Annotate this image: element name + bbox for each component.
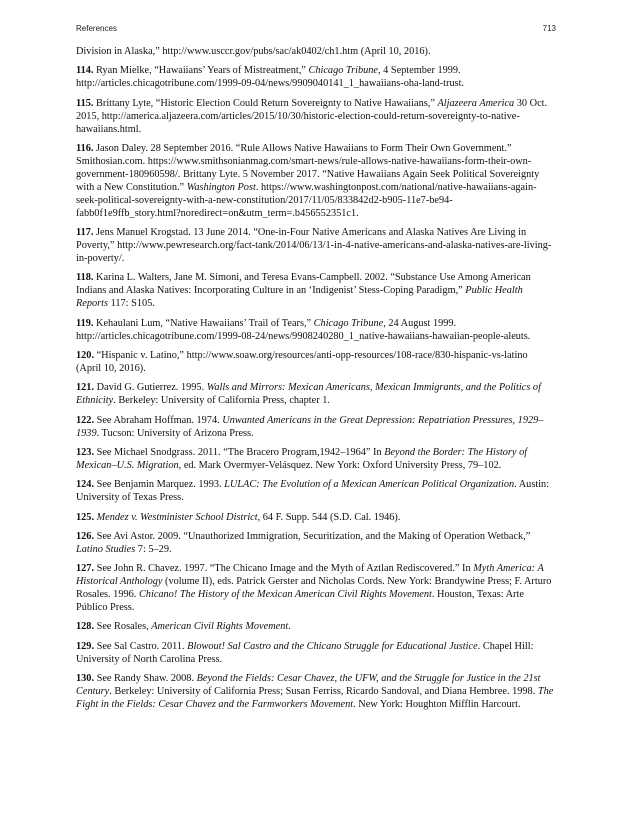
- endnote-entry: [76, 97, 554, 136]
- endnote-text: . Tucson: University of Arizona Press.: [96, 427, 254, 439]
- endnote-italic-title: Latino Studies: [76, 543, 136, 555]
- endnote-text: . Austin: University of Texas Press.: [76, 479, 550, 504]
- page-number: 713: [542, 24, 556, 33]
- endnote-number: 123.: [76, 446, 95, 458]
- endnote-italic-title: Beyond the Fields: Cesar Chavez, the UFW, and the Struggle for Justice in the 21st Century: [76, 673, 541, 698]
- endnote-italic-title: Mendez v. Westminister School District: [96, 511, 258, 523]
- endnote-number: 115.: [76, 97, 94, 109]
- endnote-text: . Berkeley: University of California Press, chapter 1.: [113, 395, 330, 407]
- endnote-entry: [76, 317, 554, 343]
- endnote-entry: [76, 414, 554, 440]
- endnote-text: , 24 August 1999. http://articles.chicagotribune.com/1999-08-24/news/9908240280_1_native-hawaiians-hawaiian-people-aleuts.: [76, 317, 531, 342]
- endnote-entry: [76, 349, 554, 375]
- endnotes-list: [76, 45, 554, 717]
- endnote-number: 118.: [76, 272, 94, 284]
- endnote-number: 114.: [76, 65, 94, 77]
- endnote-text: “Hispanic v. Latino,” http://www.soaw.org/resources/anti-opp-resources/108-race/830-hispanic-vs-latino (April 10, 2016).: [76, 350, 528, 375]
- endnote-text: Kehaulani Lum, “Native Hawaiians’ Trail of Tears,”: [93, 317, 314, 329]
- endnote-entry: [76, 64, 554, 90]
- endnote-text: (volume II), eds. Patrick Gerster and Nicholas Cords. New York: Brandywine Press; F. Arturo Rosales. 1996.: [76, 576, 552, 601]
- endnote-text: 7: 5–29.: [135, 543, 172, 555]
- endnote-italic-title: Myth America: A Historical Anthology: [76, 563, 544, 588]
- endnote-text: . Houston, Texas: Arte Público Press.: [76, 589, 524, 614]
- endnote-italic-title: LULAC: The Evolution of a Mexican American Political Organization: [224, 479, 515, 491]
- endnote-text: Ryan Mielke, “Hawaiians’ Years of Mistreatment,”: [93, 65, 309, 77]
- endnote-text: , ed. Mark Overmyer-Velásquez. New York: Oxford University Press, 79–102.: [178, 459, 502, 471]
- endnote-entry: [76, 640, 554, 666]
- endnote-entry: [76, 271, 554, 310]
- endnote-italic-title: Beyond the Border: The History of Mexican–U.S. Migration: [76, 446, 528, 471]
- endnote-italic-title: Washington Post: [186, 181, 256, 193]
- endnote-number: 125.: [76, 511, 95, 523]
- endnote-text: 117: S105.: [108, 298, 155, 310]
- endnote-entry: [76, 45, 554, 58]
- endnote-italic-title: Aljazeera America: [437, 97, 515, 109]
- endnote-text: 30 Oct. 2015, http://america.aljazeera.com/articles/2015/10/30/historic-election-could-return-sovereignty-to-native-hawaiians.html.: [76, 97, 548, 135]
- endnote-text: , 4 September 1999. http://articles.chicagotribune.com/1999-09-04/news/9909040141_1_hawaiians-oha-land-trust.: [76, 65, 465, 90]
- endnote-number: 116.: [76, 142, 94, 154]
- endnote-number: 120.: [76, 350, 95, 362]
- endnote-number: 119.: [76, 317, 94, 329]
- endnote-text: . New York: Houghton Mifflin Harcourt.: [353, 699, 521, 711]
- endnote-text: See Rosales,: [94, 621, 152, 633]
- endnote-text: Brittany Lyte, “Historic Election Could Return Sovereignty to Native Hawaiians,”: [93, 97, 438, 109]
- running-header: [76, 24, 556, 38]
- endnote-number: 121.: [76, 382, 95, 394]
- endnote-number: 129.: [76, 640, 95, 652]
- endnote-italic-title: American Civil Rights Movement: [151, 621, 289, 633]
- endnote-text: See Michael Snodgrass. 2011. “The Bracero Program,1942–1964” In: [94, 446, 385, 458]
- endnote-number: 124.: [76, 479, 95, 491]
- endnote-italic-title: Walls and Mirrors: Mexican Americans, Mexican Immigrants, and the Politics of Ethnicity: [76, 382, 541, 407]
- endnote-entry: [76, 142, 554, 220]
- endnote-italic-title: The Fight in the Fields: Cesar Chavez and the Farmworkers Movement: [76, 686, 554, 711]
- endnote-text: Jason Daley. 28 September 2016. “Rule Allows Native Hawaiians to Form Their Own Government.” Smithosian.com. https://www.smithsonianmag.com/smart-news/rule-allows-native-hawaiians-form-their-own-government-180960598/. Brittany Lyte. 5 November 2017. “Native Hawaiians Again Seek Political Sovereignty with a New Constitution.”: [76, 142, 540, 193]
- endnote-entry: [76, 446, 554, 472]
- endnote-text: .: [288, 621, 291, 633]
- endnote-text: Karina L. Walters, Jane M. Simoni, and Teresa Evans-Campbell. 2002. “Substance Use Among American Indians and Alaska Natives: Incorporating Culture in an ‘Indigenist’ Stess-Coping Paradigm,”: [76, 272, 531, 297]
- endnote-number: 122.: [76, 414, 95, 426]
- section-title: References: [76, 24, 117, 33]
- endnote-entry: [76, 226, 554, 265]
- endnote-text: David G. Gutierrez. 1995.: [94, 382, 207, 394]
- endnote-italic-title: Chicano! The History of the Mexican American Civil Rights Movement: [138, 589, 432, 601]
- endnote-text: . Berkeley: University of California Press; Susan Ferriss, Ricardo Sandoval, and Diana Hembree. 1998.: [109, 686, 538, 698]
- endnote-entry: [76, 620, 554, 633]
- endnote-entry: [76, 381, 554, 407]
- endnote-italic-title: Public Health Reports: [76, 285, 523, 310]
- endnote-number: 130.: [76, 673, 95, 685]
- endnote-text: See Randy Shaw. 2008.: [94, 673, 197, 685]
- endnote-text: Division in Alaska,” http://www.usccr.gov/pubs/sac/ak0402/ch1.htm (April 10, 2016).: [76, 46, 431, 57]
- endnote-number: 117.: [76, 227, 94, 239]
- endnote-text: , 64 F. Supp. 544 (S.D. Cal. 1946).: [257, 511, 401, 523]
- endnote-text: See Avi Astor. 2009. “Unauthorized Immigration, Securitization, and the Making of Operation Wetback,”: [94, 530, 531, 542]
- endnote-italic-title: Unwanted Americans in the Great Depression: Repatriation Pressures, 1929–1939: [76, 414, 544, 439]
- endnote-entry: [76, 562, 554, 614]
- endnote-text: See Benjamin Marquez. 1993.: [94, 479, 225, 491]
- endnote-italic-title: Chicago Tribune: [308, 65, 378, 77]
- endnote-text: . Chapel Hill: University of North Carolina Press.: [76, 640, 534, 665]
- endnote-number: 128.: [76, 621, 95, 633]
- endnote-text: See Abraham Hoffman. 1974.: [94, 414, 223, 426]
- endnote-text: See John R. Chavez. 1997. “The Chicano Image and the Myth of Aztlan Rediscovered.” In: [94, 563, 474, 575]
- endnote-number: 127.: [76, 563, 95, 575]
- endnote-text: Jens Manuel Krogstad. 13 June 2014. “One-in-Four Native Americans and Alaska Natives Are Living in Poverty,” http://www.pewresearch.org/fact-tank/2014/06/13/1-in-4-native-americans-and-alaska-natives-are-living-in-poverty/.: [76, 227, 552, 265]
- endnote-entry: [76, 511, 554, 524]
- endnote-entry: [76, 530, 554, 556]
- endnote-text: See Sal Castro. 2011.: [94, 640, 188, 652]
- endnote-italic-title: Chicago Tribune: [313, 317, 384, 329]
- endnote-entry: [76, 478, 554, 504]
- endnote-text: . https://www.washingtonpost.com/national/native-hawaiians-again-seek-political-sovereignty-with-a-new-constitution/2017/11/05/833842d2-b905-11e7-be94-fabb0f1e9ffb_story.html?noredirect=on&utm_term=.b456552351c1.: [76, 181, 537, 219]
- endnote-number: 126.: [76, 530, 95, 542]
- endnote-italic-title: Blowout! Sal Castro and the Chicano Struggle for Educational Justice: [187, 640, 478, 652]
- endnote-entry: [76, 672, 554, 711]
